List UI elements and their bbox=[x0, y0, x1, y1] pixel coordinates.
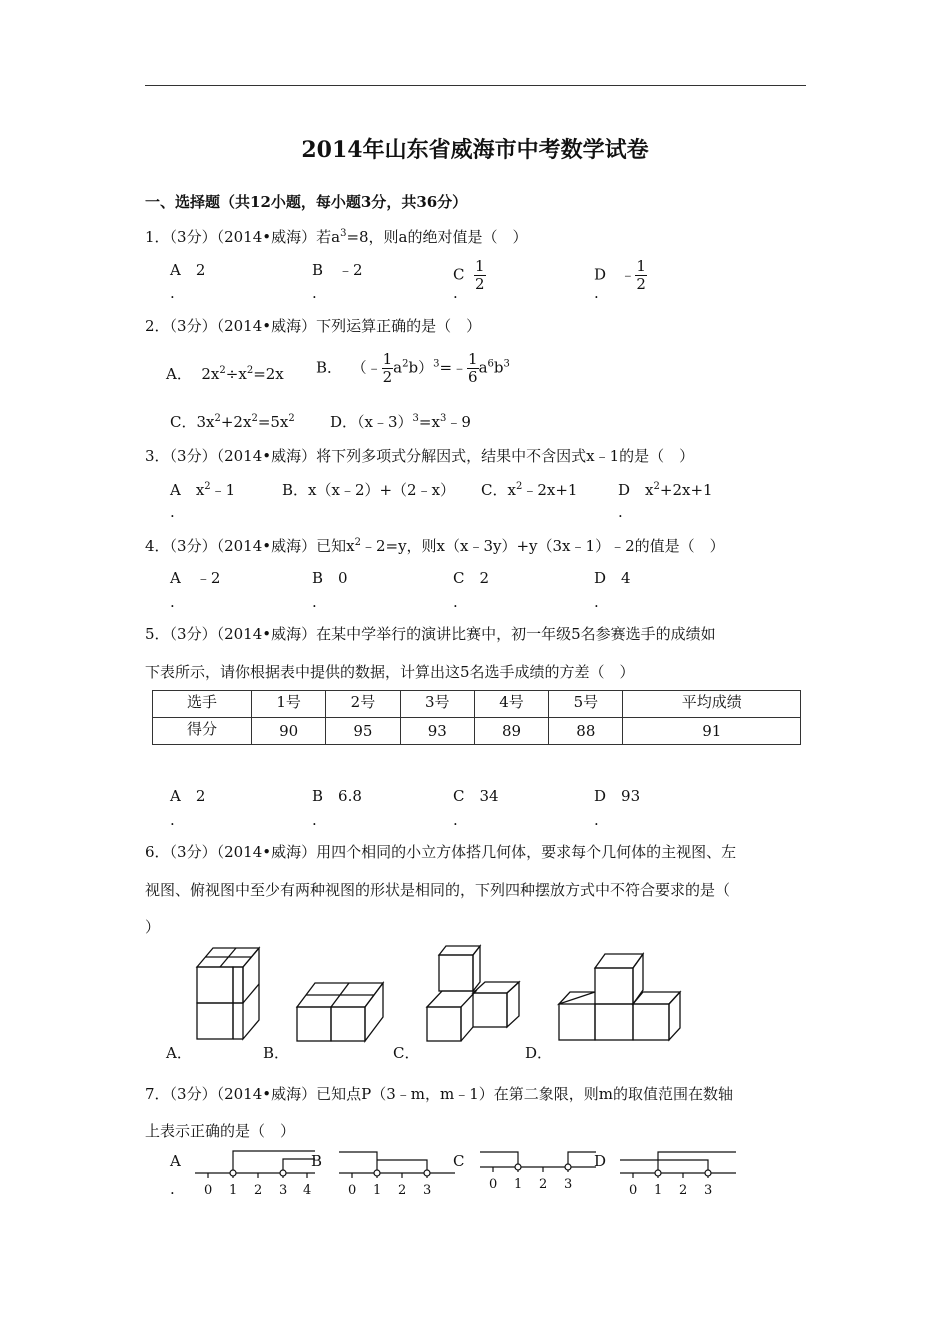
dot: . bbox=[594, 593, 599, 611]
figure-d bbox=[559, 954, 680, 1040]
q5-stem-line2: 下表所示，请你根据表中提供的数据，计算出这5名选手成绩的方差（ ） bbox=[145, 663, 635, 681]
table-cell: 90 bbox=[252, 718, 326, 745]
figure-b bbox=[297, 983, 383, 1041]
number-line-a bbox=[193, 1148, 318, 1198]
tick-label: 1 bbox=[654, 1183, 663, 1198]
q2-option-a[interactable]: A． $2x^2\div x^2=2x$ bbox=[166, 365, 284, 383]
dot: . bbox=[618, 503, 623, 521]
dot: . bbox=[170, 503, 175, 521]
q1-option-c[interactable]: C $\frac{1}{2}$ bbox=[453, 257, 485, 293]
q5-option-b[interactable]: B 6.8 bbox=[312, 787, 362, 805]
dot: . bbox=[594, 284, 599, 302]
tick-label: 3 bbox=[423, 1183, 432, 1198]
tick-label: 1 bbox=[514, 1177, 523, 1192]
q4-option-c[interactable]: C 2 bbox=[453, 569, 490, 587]
q3-option-b[interactable]: B．x（x﹣2）+（2﹣x） bbox=[282, 481, 456, 499]
score-table bbox=[152, 690, 801, 745]
page-title: 2014年山东省威海市中考数学试卷 bbox=[301, 137, 649, 163]
tick-label: 2 bbox=[679, 1183, 688, 1198]
tick-label: 2 bbox=[398, 1183, 407, 1198]
figure-c bbox=[427, 946, 519, 1041]
tick-label: 2 bbox=[254, 1183, 263, 1198]
tick-label: 0 bbox=[489, 1177, 498, 1192]
table-cell: 91 bbox=[623, 718, 801, 745]
tick-label: 0 bbox=[348, 1183, 357, 1198]
q1-option-b[interactable]: B ﹣2 bbox=[312, 261, 363, 279]
tick-label: 3 bbox=[704, 1183, 713, 1198]
dot: . bbox=[170, 593, 175, 611]
table-row bbox=[153, 718, 801, 745]
q3-option-d[interactable]: D $x^2+2x+1$ bbox=[618, 481, 713, 499]
q6-stem-line3: ） bbox=[145, 918, 161, 936]
table-cell: 2号 bbox=[326, 691, 400, 718]
number-line-d bbox=[618, 1148, 738, 1198]
q7-option-d[interactable]: D bbox=[594, 1152, 607, 1170]
q4-option-a[interactable]: A ﹣2 bbox=[170, 569, 221, 587]
q6-option-a[interactable]: A． bbox=[166, 1044, 192, 1062]
dot: . bbox=[453, 593, 458, 611]
dot: . bbox=[170, 811, 175, 829]
dot: . bbox=[312, 593, 317, 611]
number-line-c bbox=[478, 1142, 598, 1192]
tick-label: 1 bbox=[373, 1183, 382, 1198]
table-header-row bbox=[153, 691, 801, 718]
dot: . bbox=[170, 284, 175, 302]
q4-option-b[interactable]: B 0 bbox=[312, 569, 348, 587]
table-cell: 93 bbox=[400, 718, 474, 745]
table-cell: 4号 bbox=[474, 691, 548, 718]
table-cell: 选手 bbox=[153, 691, 252, 718]
figure-a bbox=[197, 948, 259, 1039]
q6-option-c[interactable]: C． bbox=[393, 1044, 420, 1062]
q4-stem: 4．（3分）（2014•威海）已知$x^2﹣2=y$，则x（x﹣3y）+y（3x﹣1）﹣2的值是（ ） bbox=[145, 537, 725, 555]
q4-option-d[interactable]: D 4 bbox=[594, 569, 631, 587]
table-cell: 3号 bbox=[400, 691, 474, 718]
tick-label: 4 bbox=[303, 1183, 312, 1198]
q7-option-a[interactable]: A bbox=[170, 1152, 181, 1170]
q1-option-d[interactable]: D ﹣ $\frac{1}{2}$ bbox=[594, 257, 646, 293]
q3-option-c[interactable]: C．$x^2﹣2x+1$ bbox=[481, 481, 578, 499]
q2-stem: 2．（3分）（2014•威海）下列运算正确的是（ ） bbox=[145, 317, 482, 335]
q2-option-d[interactable]: D．$(x﹣3)^3=x^3﹣9$ bbox=[330, 413, 471, 431]
dot: . bbox=[594, 811, 599, 829]
dot: . bbox=[453, 811, 458, 829]
table-cell: 95 bbox=[326, 718, 400, 745]
q7-option-c[interactable]: C bbox=[453, 1152, 465, 1170]
q6-option-b[interactable]: B． bbox=[263, 1044, 290, 1062]
dot: . bbox=[453, 284, 458, 302]
q7-stem-line2: 上表示正确的是（ ） bbox=[145, 1122, 296, 1140]
q7-stem-line1: 7．（3分）（2014•威海）已知点P（3﹣m，m﹣1）在第二象限，则m的取值范围在数轴 bbox=[145, 1085, 733, 1103]
cube-figures bbox=[150, 940, 750, 1060]
q2-option-c[interactable]: C．$3x^2+2x^2=5x^2$ bbox=[170, 413, 295, 431]
table-cell: 平均成绩 bbox=[623, 691, 801, 718]
dot: . bbox=[312, 811, 317, 829]
table-cell: 1号 bbox=[252, 691, 326, 718]
dot: . bbox=[312, 284, 317, 302]
tick-label: 0 bbox=[629, 1183, 638, 1198]
q1-stem: 1．（3分）（2014•威海）若$a^3=8$，则a的绝对值是（ ） bbox=[145, 228, 528, 246]
q3-option-a[interactable]: A $x^2﹣1$ bbox=[170, 481, 236, 499]
q6-stem-line1: 6．（3分）（2014•威海）用四个相同的小立方体搭几何体，要求每个几何体的主视图、左 bbox=[145, 843, 737, 861]
q5-option-a[interactable]: A 2 bbox=[170, 787, 206, 805]
dot: . bbox=[170, 1180, 175, 1198]
q5-option-c[interactable]: C 34 bbox=[453, 787, 499, 805]
q5-option-d[interactable]: D 93 bbox=[594, 787, 641, 805]
header-rule bbox=[145, 85, 806, 86]
table-cell: 得分 bbox=[153, 718, 252, 745]
q5-stem-line1: 5．（3分）（2014•威海）在某中学举行的演讲比赛中，初一年级5名参赛选手的成绩如 bbox=[145, 625, 716, 643]
tick-label: 0 bbox=[204, 1183, 213, 1198]
q3-stem: 3．（3分）（2014•威海）将下列多项式分解因式，结果中不含因式x﹣1的是（ ） bbox=[145, 447, 695, 465]
number-line-b bbox=[337, 1148, 457, 1198]
q6-stem-line2: 视图、俯视图中至少有两种视图的形状是相同的，下列四种摆放方式中不符合要求的是（ bbox=[145, 881, 731, 899]
section-heading: 一、选择题（共12小题，每小题3分，共36分） bbox=[145, 193, 468, 211]
q2-option-b[interactable]: B． （﹣ $\frac{1}{2}$ $a^2b)^3=﹣$ $\frac{1}{6}$ $a^6b^3$ bbox=[316, 350, 510, 386]
table-cell: 5号 bbox=[549, 691, 623, 718]
tick-label: 3 bbox=[564, 1177, 573, 1192]
q7-option-b[interactable]: B bbox=[311, 1152, 323, 1170]
table-cell: 88 bbox=[549, 718, 623, 745]
q6-option-d[interactable]: D． bbox=[525, 1044, 553, 1062]
tick-label: 1 bbox=[229, 1183, 238, 1198]
tick-label: 3 bbox=[279, 1183, 288, 1198]
table-cell: 89 bbox=[474, 718, 548, 745]
q1-option-a[interactable]: A 2 bbox=[170, 261, 206, 279]
tick-label: 2 bbox=[539, 1177, 548, 1192]
